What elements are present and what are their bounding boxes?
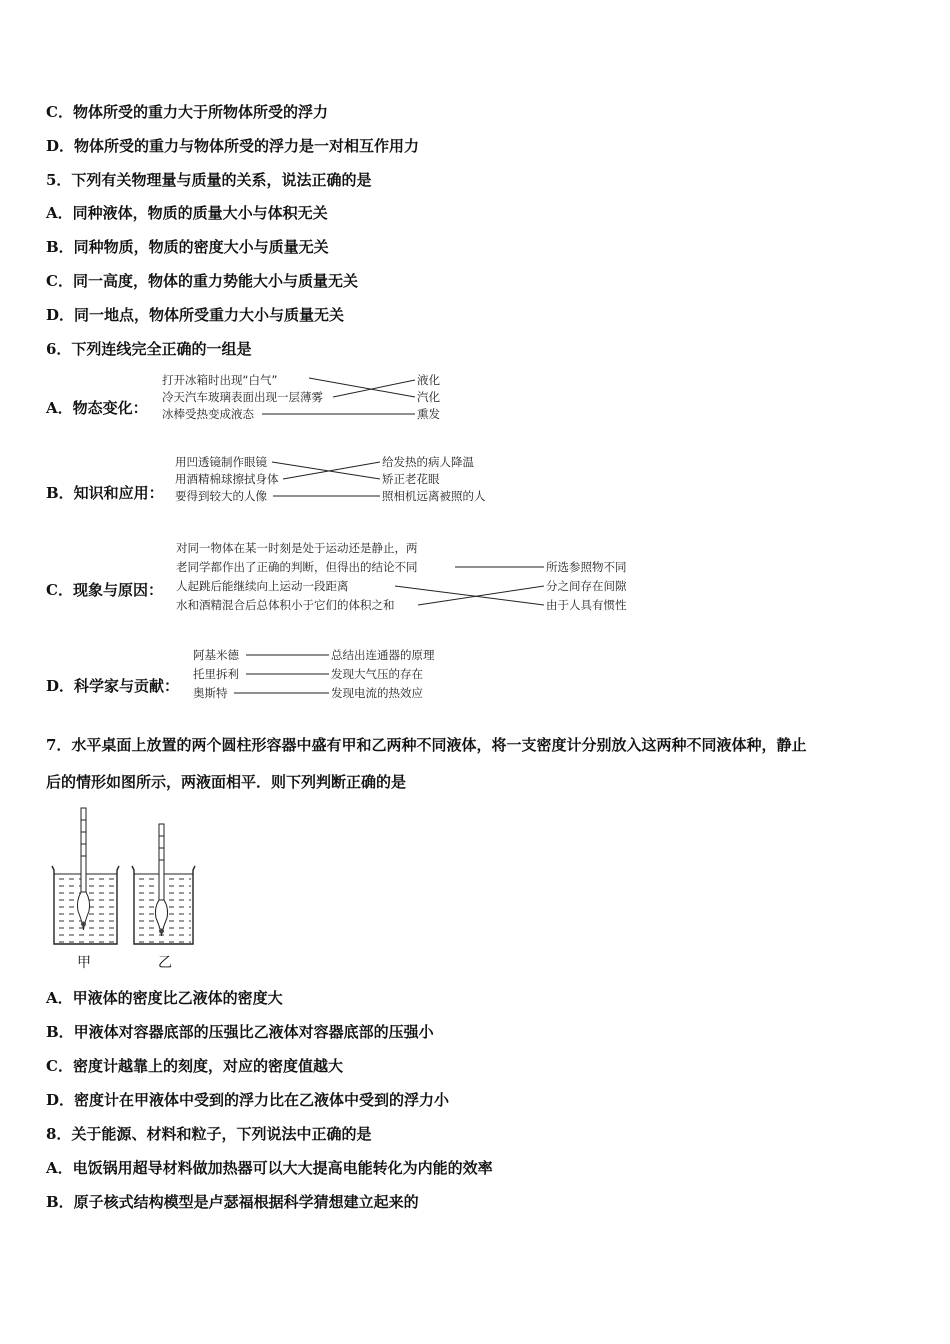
q7-option-d: D．密度计在甲液体中受到的浮力比在乙液体中受到的浮力小 [46,1091,450,1109]
q6d-left-3: 奥斯特 [193,686,228,700]
q6c-right-2: 分之间存在间隙 [546,579,627,593]
q4-option-d: D．物体所受的重力与物体所受的浮力是一对相互作用力 [46,137,420,155]
q6a-left-2: 冷天汽车玻璃表面出现一层薄雾 [162,390,323,404]
q5-option-c: C．同一高度，物体的重力势能大小与质量无关 [46,272,358,290]
q6-option-c-label: C．现象与原因： [46,581,163,599]
q6c-right-3: 由于人具有惯性 [546,598,627,612]
q5-option-b: B．同种物质，物质的密度大小与质量无关 [46,238,329,256]
q6d-right-3: 发现电流的热效应 [331,686,423,700]
q6a-right-1: 液化 [417,373,440,387]
q6b-right-2: 矫正老花眼 [382,472,440,486]
q6d-left-2: 托里拆利 [193,667,239,681]
q6b-right-1: 给发热的病人降温 [382,455,474,469]
q6c-line-2 [395,586,544,605]
beaker-label-yi: 乙 [158,955,172,971]
q8-option-b: B．原子核式结构模型是卢瑟福根据科学猜想建立起来的 [46,1193,419,1211]
q7-option-a: A．甲液体的密度比乙液体的密度大 [46,989,283,1007]
q5-option-a: A．同种液体，物质的质量大小与体积无关 [46,204,328,222]
hydrometer-beakers-figure [48,806,208,956]
q8-stem: 8．关于能源、材料和粒子，下列说法中正确的是 [46,1125,372,1143]
q6d-right-1: 总结出连通器的原理 [331,648,435,662]
q6c-left-2: 老同学都作出了正确的判断，但得出的结论不同 [176,560,418,574]
beaker-label-jia: 甲 [77,955,91,971]
q7-stem-line-2: 后的情形如图所示，两液面相平．则下列判断正确的是 [46,773,407,791]
q6d-right-2: 发现大气压的存在 [331,667,423,681]
q6a-right-2: 汽化 [417,390,440,404]
q5-stem: 5．下列有关物理量与质量的关系，说法正确的是 [46,171,372,189]
q7-option-c: C．密度计越靠上的刻度，对应的密度值越大 [46,1057,343,1075]
q4-option-c: C．物体所受的重力大于所物体所受的浮力 [46,103,328,121]
q7-option-b: B．甲液体对容器底部的压强比乙液体对容器底部的压强小 [46,1023,434,1041]
q6-stem: 6．下列连线完全正确的一组是 [46,340,252,358]
q6a-left-3: 冰棒受热变成液态 [162,407,254,421]
q7-stem-line-1: 7．水平桌面上放置的两个圆柱形容器中盛有甲和乙两种不同液体，将一支密度计分别放入这两种不同液体种，静止 [46,736,807,754]
q6a-left-1: 打开冰箱时出现“白气” [162,373,278,387]
q6b-left-3: 要得到较大的人像 [175,489,267,503]
q6c-left-4: 水和酒精混合后总体积小于它们的体积之和 [176,598,395,612]
q6a-line-1 [309,378,415,397]
q6c-left-1: 对同一物体在某一时刻是处于运动还是静止，两 [176,541,418,555]
q6b-right-3: 照相机远离被照的人 [382,489,486,503]
q6b-left-1: 用凹透镜制作眼镜 [175,455,267,469]
beaker-yi [132,824,195,944]
q6d-left-1: 阿基米德 [193,648,239,662]
q6-option-b-label: B．知识和应用： [46,484,164,502]
q6c-right-1: 所选参照物不同 [546,560,627,574]
q5-option-d: D．同一地点，物体所受重力大小与质量无关 [46,306,345,324]
q6c-left-3: 人起跳后能继续向上运动一段距离 [176,579,349,593]
q8-option-a: A．电饭锅用超导材料做加热器可以大大提高电能转化为内能的效率 [46,1159,493,1177]
q6a-right-3: 熏发 [417,407,440,421]
q6b-left-2: 用酒精棉球擦拭身体 [175,472,279,486]
q6-option-a-label: A．物态变化： [46,399,148,417]
q6-option-d-label: D．科学家与贡献： [46,677,180,695]
beaker-jia [52,808,119,944]
